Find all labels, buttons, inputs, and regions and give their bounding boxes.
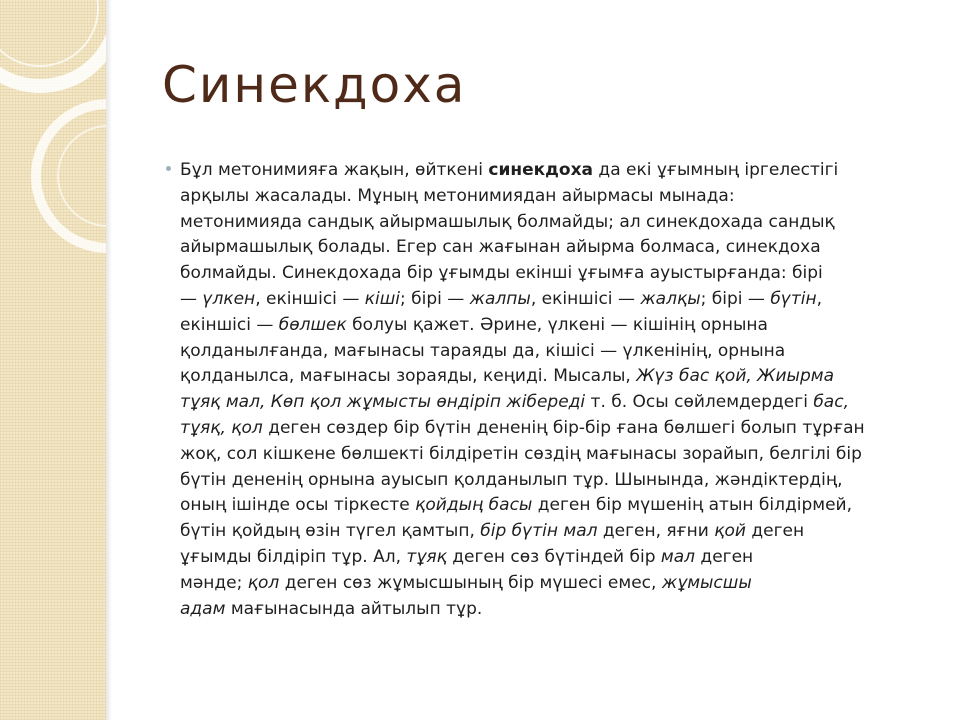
decorative-ring-top xyxy=(0,0,98,66)
paragraph-line xyxy=(180,493,930,519)
text-run: арқылы жасалады. Мұның метонимиядан айырмасы мынада: xyxy=(180,185,735,206)
text-run: ; бірі — xyxy=(400,288,470,309)
italic-example: бүтін xyxy=(770,288,817,309)
text-run: болуы қажет. Әрине, үлкені — кішінің орнына xyxy=(346,314,768,335)
italic-example: Жүз бас қой, Жиырма xyxy=(636,366,834,387)
italic-example: тұяқ xyxy=(406,546,447,567)
text-run: , xyxy=(816,288,823,309)
text-run: да екі ұғымның іргелестігі xyxy=(593,160,839,180)
paragraph-line xyxy=(180,235,930,261)
paragraph-line xyxy=(180,210,930,236)
paragraph-line xyxy=(180,184,930,210)
paragraph-line xyxy=(180,468,930,494)
slide-title: Синекдоха xyxy=(162,56,467,114)
text-run: , екіншісі — xyxy=(530,288,641,309)
italic-example: мал xyxy=(660,546,696,567)
paragraph-line xyxy=(180,597,930,623)
decorative-circles xyxy=(0,0,106,720)
text-run: жоқ, сол кішкене бөлшекті білдіретін сөздің мағынасы зорайып, белгілі бір xyxy=(180,443,862,464)
text-run: — xyxy=(180,288,203,309)
text-run: қолданылса, мағынасы зораяды, кеңиді. Мысалы, xyxy=(180,366,637,387)
panel-shadow xyxy=(106,0,112,720)
text-run: метонимияда сандық айырмашылық болмайды; ал синекдохада сандық xyxy=(180,211,835,232)
text-run: деген сөз жұмысшының бір мүшесі емес, xyxy=(279,572,662,593)
text-run: бүтін дененің орнына ауысып қолданылып тұр. Шынында, жәндіктердің, xyxy=(180,469,843,490)
paragraph-line xyxy=(180,571,930,597)
decorative-side-panel xyxy=(0,0,106,720)
text-run: екіншісі — xyxy=(180,314,279,335)
italic-example: кіші xyxy=(364,288,400,309)
italic-example: жалқы xyxy=(640,288,701,309)
paragraph-line xyxy=(180,158,930,184)
italic-example: тұяқ, қол xyxy=(180,417,263,438)
text-run: ұғымды білдіріп тұр. Ал, xyxy=(180,546,407,567)
bullet-paragraph xyxy=(180,158,930,622)
text-run: деген, яғни xyxy=(597,521,715,542)
text-run: болмайды. Синекдохада бір ұғымды екінші ұғымға ауыстырғанда: бірі xyxy=(180,263,823,284)
italic-example: жұмысшы xyxy=(661,572,752,593)
italic-example: бір бүтін мал xyxy=(480,521,598,542)
paragraph-line xyxy=(180,339,930,365)
text-run: бүтін қойдың өзін түгел қамтып, xyxy=(180,521,481,542)
text-run: Бұл метонимияға жақын, өйткені xyxy=(180,160,489,180)
text-run: қолданылғанда, мағынасы тараяды да, кішісі — үлкенінің, орнына xyxy=(180,340,786,361)
paragraph-line xyxy=(180,261,930,287)
text-run: деген xyxy=(695,546,754,567)
text-run: айырмашылық болады. Егер сан жағынан айырма болмаса, синекдоха xyxy=(180,237,821,258)
paragraph-line xyxy=(180,442,930,468)
text-run: деген бір мүшенің атын білдірмей, xyxy=(532,495,852,516)
italic-example: жалпы xyxy=(469,288,531,309)
text-run: т. б. Осы сөйлемдердегі xyxy=(585,392,814,413)
italic-example: адам xyxy=(180,598,226,619)
decorative-circle-middle xyxy=(36,104,106,248)
decorative-ring-middle xyxy=(58,126,106,226)
italic-example: қойдың басы xyxy=(415,495,533,516)
text-run: оның ішінде осы тіркесте xyxy=(180,495,416,516)
paragraph-line xyxy=(180,364,930,390)
paragraph-line xyxy=(180,313,930,339)
italic-example: қой xyxy=(714,521,746,542)
text-run: деген сөздер бір бүтін дененің бір-бір ғана бөлшегі болып тұрған xyxy=(262,417,865,438)
text-run: деген сөз бүтіндей бір xyxy=(446,546,661,567)
italic-example: бас, xyxy=(813,392,849,413)
text-run: деген xyxy=(745,521,805,542)
paragraph-line xyxy=(180,287,930,313)
paragraph-line xyxy=(180,390,930,416)
bold-term: синекдоха xyxy=(488,160,594,180)
italic-example: қол xyxy=(247,572,280,593)
italic-example: тұяқ мал, Көп қол жұмысты өндіріп жібереді xyxy=(180,392,586,413)
paragraph-line xyxy=(180,519,930,545)
text-run: мәнде; xyxy=(180,572,248,593)
bullet-icon xyxy=(166,166,171,171)
italic-example: бөлшек xyxy=(278,314,347,335)
paragraph-line xyxy=(180,416,930,442)
italic-example: үлкен xyxy=(202,288,256,309)
text-run: ; бірі — xyxy=(700,288,771,309)
text-run: , екіншісі — xyxy=(255,288,365,309)
decorative-circle-top xyxy=(0,0,106,86)
paragraph-line xyxy=(180,545,930,571)
text-run: мағынасында айтылып тұр. xyxy=(225,598,483,619)
